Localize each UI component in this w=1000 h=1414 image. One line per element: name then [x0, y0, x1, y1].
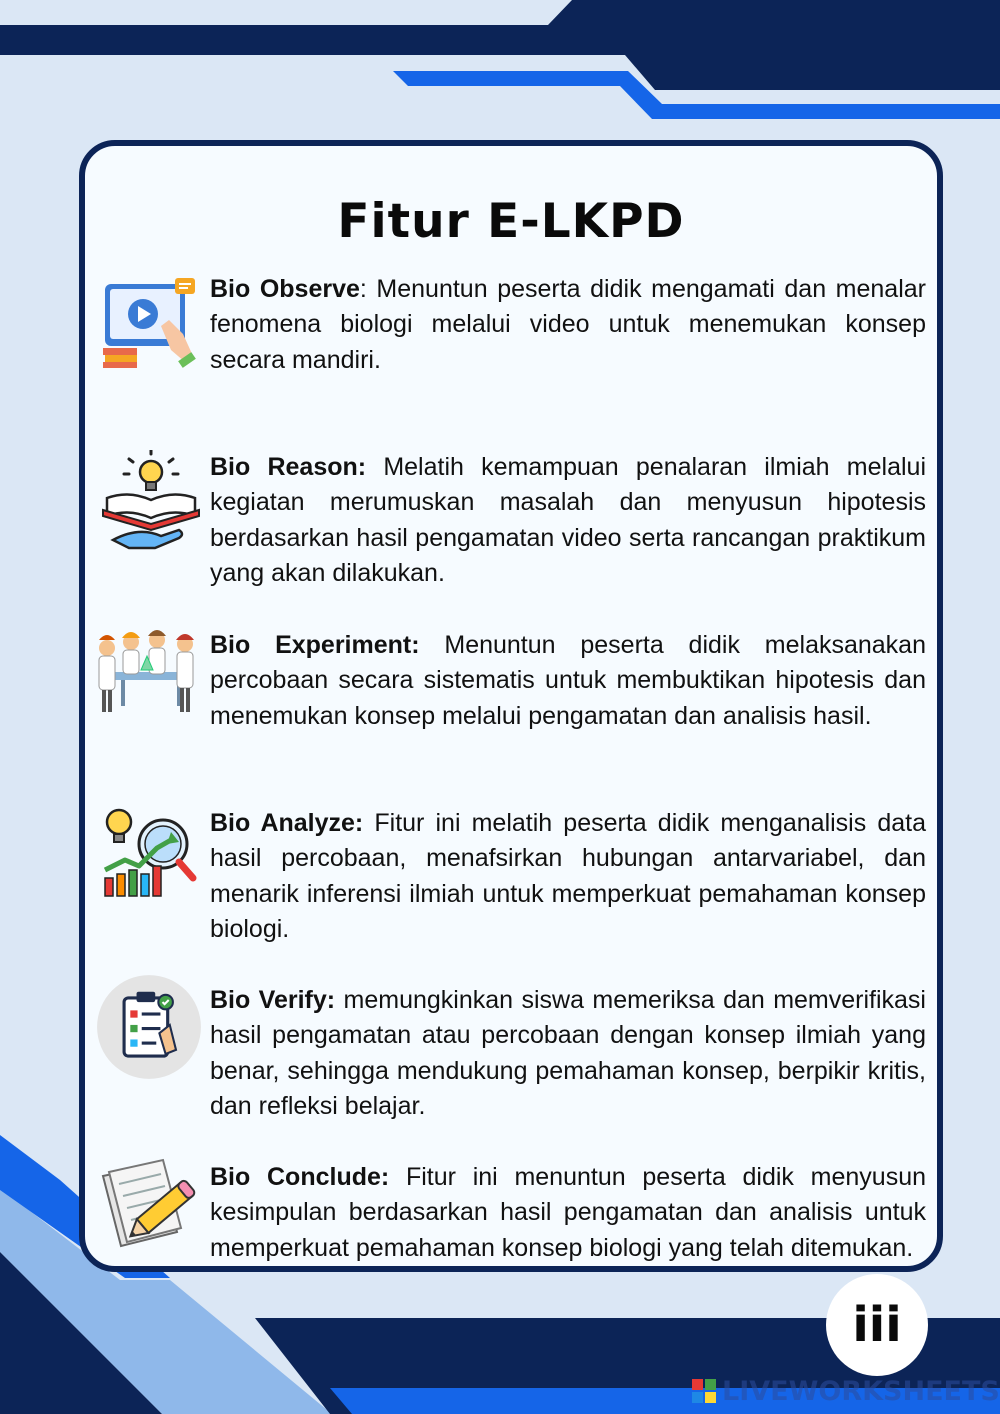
feature-text: Melatih kemampuan penalaran ilmiah melalui kegiatan merumuskan masalah dan menyusun hipotesis berdasarkan hasil pengamatan video serta rancangan praktikum yang akan dilakukan. — [210, 453, 926, 587]
feature-description — [210, 450, 926, 591]
feature-label: Bio Analyze: — [210, 809, 364, 837]
feature-text: Menuntun peserta didik melaksanakan percobaan secara sistematis untuk membuktikan hipotesis dan menemukan konsep melalui pengamatan dan analisis hasil. — [210, 631, 926, 730]
data-analysis-chart-icon — [99, 804, 203, 908]
feature-description — [210, 806, 926, 947]
feature-label: Bio Verify: — [210, 986, 336, 1014]
feature-description — [210, 272, 926, 378]
feature-description — [210, 628, 926, 734]
feature-description — [210, 983, 926, 1124]
students-lab-experiment-icon — [91, 620, 203, 724]
pencil-paper-icon — [99, 1154, 203, 1258]
liveworksheets-logo-icon — [692, 1379, 716, 1403]
feature-text: Fitur ini melatih peserta didik menganalisis data hasil percobaan, menafsirkan hubungan antarvariabel, dan menarik inferensi ilmiah untuk memperkuat pemahaman konsep biologi. — [210, 809, 926, 943]
feature-text: memungkinkan siswa memeriksa dan memverifikasi hasil pengamatan atau percobaan dengan konsep ilmiah yang benar, sehingga mendukung pemahaman konsep, berpikir kritis, dan refleksi belajar. — [210, 986, 926, 1120]
watermark-text: LIVEWORKSHEETS — [722, 1375, 1000, 1407]
page-number-badge: iii — [826, 1274, 928, 1376]
feature-label: Bio Conclude: — [210, 1163, 390, 1191]
video-tutorial-icon — [99, 276, 203, 380]
feature-text: : Menuntun peserta didik mengamati dan menalar fenomena biologi melalui video untuk menemukan konsep secara mandiri. — [210, 275, 926, 374]
watermark — [692, 1374, 1000, 1408]
idea-book-hand-icon — [99, 450, 203, 554]
features-card — [79, 140, 943, 1272]
feature-description — [210, 1160, 926, 1266]
feature-label: Bio Experiment: — [210, 631, 420, 659]
page-title: Fitur E-LKPD — [337, 194, 685, 249]
feature-label: Bio Reason: — [210, 453, 367, 481]
feature-text: Fitur ini menuntun peserta didik menyusun kesimpulan berdasarkan hasil pengamatan dan analisis untuk memperkuat pemahaman konsep biologi yang telah ditemukan. — [210, 1163, 927, 1262]
feature-label: Bio Observe — [210, 275, 360, 303]
checklist-clipboard-icon — [95, 973, 203, 1081]
